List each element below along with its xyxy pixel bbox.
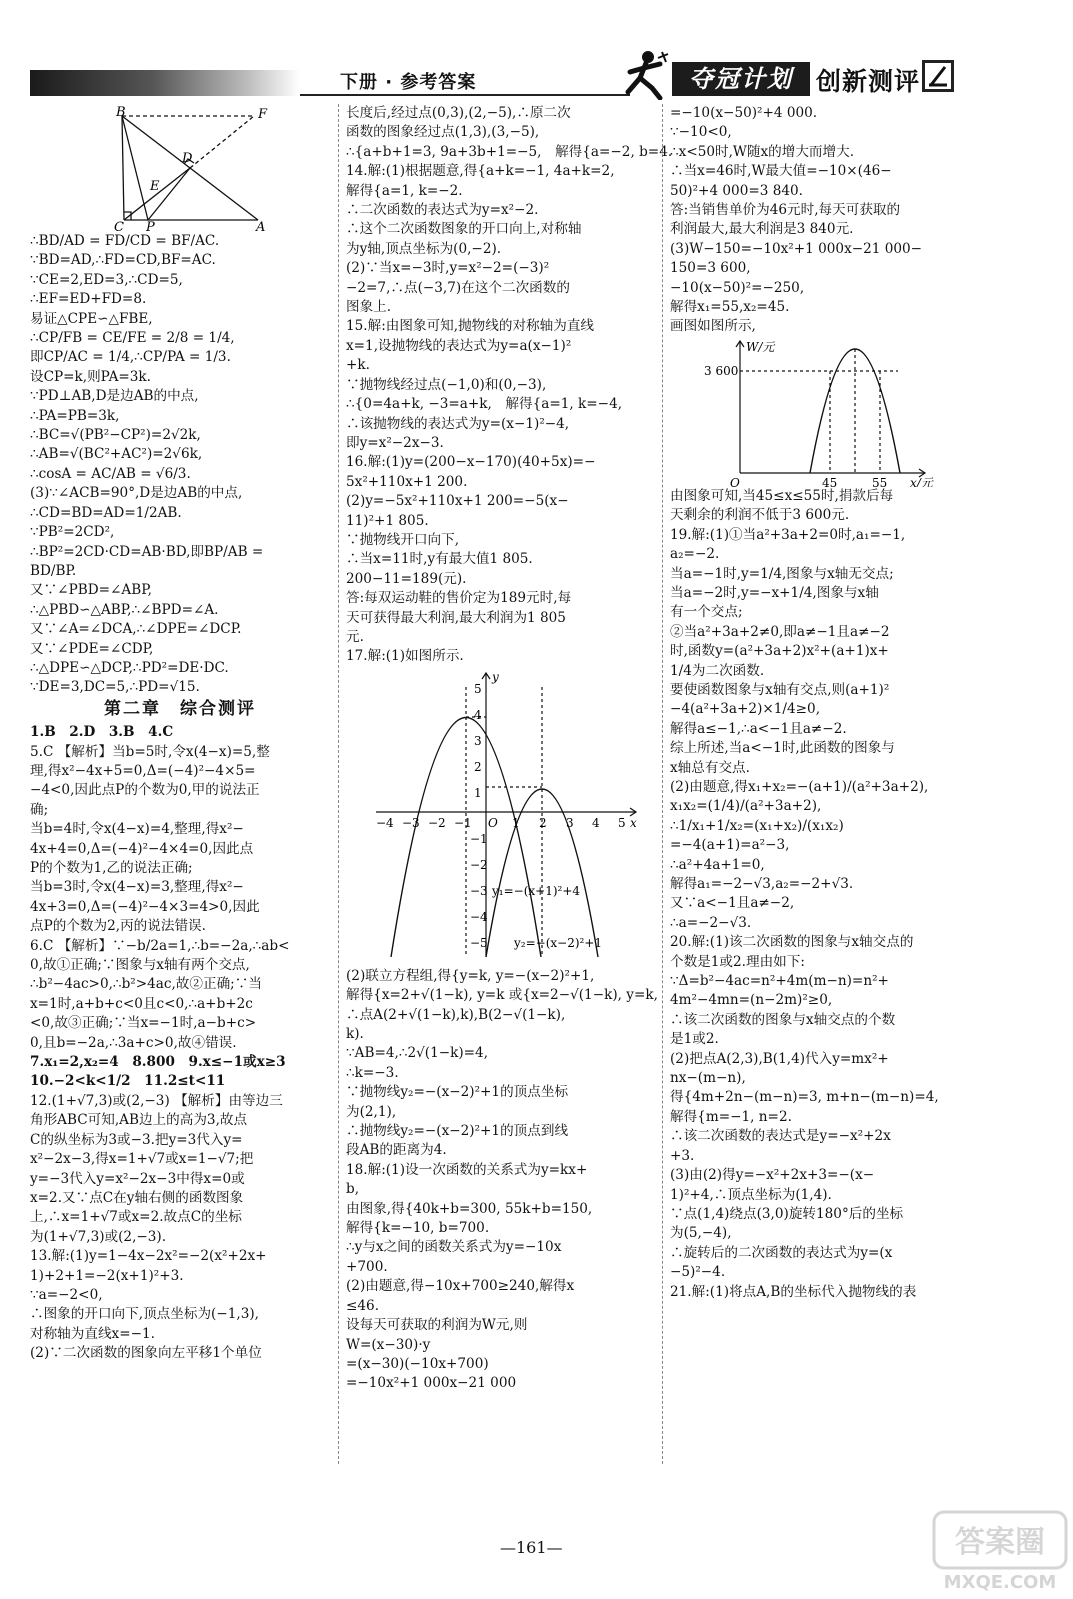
solution-line: ∴AB=√(BC²+AC²)=2√6k, [30, 446, 203, 463]
answer-line: 12.(1+√7,3)或(2,−3) 【解析】由等边三 [30, 1092, 283, 1109]
y-tick: −1 [470, 831, 488, 846]
column-divider-1 [338, 104, 339, 1464]
solution-line: 时,函数y=(a²+3a+2)x²+(a+1)x+ [670, 643, 889, 660]
solution-line: 5x²+110x+1 200. [346, 473, 468, 490]
answer-line: 1.B 2.D 3.B 4.C [30, 724, 174, 741]
y-tick-3600: 3 600 [704, 363, 739, 378]
solution-line: ∵CE=2,ED=3,∴CD=5, [30, 271, 183, 288]
solution-line: 11)²+1 805. [346, 512, 429, 529]
answer-line: y=−3代入y=x²−2x−3中得x=0或 [30, 1170, 245, 1187]
column-3 [670, 104, 1000, 1302]
origin-label: O [730, 475, 740, 487]
solution-line: ∴CP/FB = CE/FE = 2/8 = 1/4, [30, 330, 235, 347]
solution-line: x轴总有交点. [670, 759, 750, 776]
solution-line: 设每天可获取的利润为W元,则 [346, 1317, 528, 1334]
header-band [30, 70, 300, 96]
solution-line: 段AB的距离为4. [346, 1142, 447, 1159]
solution-line: ∴该二次函数的图象与x轴交点的个数 [670, 1011, 896, 1028]
label-E: E [150, 179, 160, 194]
solution-line: 当a=−2时,y=−x+1/4,图象与x轴 [670, 584, 879, 601]
solution-line: ∵抛物线y₂=−(x−2)²+1的顶点坐标 [346, 1084, 569, 1101]
answer-line: ∴b²−4ac>0,∴b²>4ac,故②正确;∵当 [30, 976, 262, 993]
solution-line: 天可获得最大利润,最大利润为1 805 [346, 609, 566, 626]
answer-line: 0,且b=−2a,∴3a+c>0,故④错误. [30, 1034, 237, 1051]
solution-line: 14.解:(1)根据题意,得{a+k=−1, 4a+k=2, [346, 163, 615, 180]
solution-line: ∵抛物线经过点(−1,0)和(0,−3), [346, 376, 547, 393]
solution-line: 答:当销售单价为46元时,每天可获取的 [670, 202, 901, 219]
solution-line: ∵抛物线开口向下, [346, 531, 460, 548]
answer-line: 4x+3=0,Δ=(−4)²−4×3=4>0,因此 [30, 898, 260, 915]
answer-line: ∵a=−2<0, [30, 1286, 103, 1303]
solution-line: 即CP/AC = 1/4,∴CP/PA = 1/3. [30, 349, 231, 366]
y-tick: 3 [474, 733, 482, 748]
y-tick: 2 [474, 759, 482, 774]
answer-line: 当b=4时,令x(4−x)=4,整理,得x²− [30, 821, 244, 838]
svg-text:MXQE.COM: MXQE.COM [943, 1572, 1057, 1593]
column-1 [30, 104, 330, 1364]
solution-line: ∵DE=3,DC=5,∴PD=√15. [30, 679, 200, 696]
solution-line: ∴{a+b+1=3, 9a+3b+1=−5, 解得{a=−2, b=4. [346, 143, 673, 160]
watermark-text: 答案圈 [955, 1525, 1045, 1560]
section-label: 下册 · 参考答案 [340, 72, 477, 93]
answer-line: 确; [30, 801, 49, 818]
curve-label-y1: y₁=−(x+1)²+4 [492, 883, 581, 898]
x-tick: 5 [618, 815, 626, 830]
solution-line: 1/4为二次函数. [670, 662, 765, 679]
solution-line: 又∵∠PDE=∠CDP, [30, 640, 154, 657]
solution-line: (3)由(2)得y=−x²+2x+3=−(x− [670, 1167, 875, 1184]
answer-line: 5.C 【解析】当b=5时,令x(4−x)=5,整 [30, 743, 270, 760]
solution-line: ②当a²+3a+2≠0,即a≠−1且a≠−2 [670, 623, 890, 640]
answer-line: P的个数为1,乙的说法正确; [30, 860, 193, 876]
y-tick: −5 [470, 935, 488, 950]
solution-line: ∴旋转后的二次函数的表达式为y=(x [670, 1244, 893, 1261]
solution-line: 1)²+4,∴顶点坐标为(1,4). [670, 1186, 832, 1203]
solution-line: x₁x₂=(1/4)/(a²+3a+2), [670, 798, 822, 815]
answer-line: 7.x₁=2,x₂=4 8.800 9.x≤−1或x≥3 [30, 1054, 286, 1071]
solution-line: ∴当x=11时,y有最大值1 805. [346, 551, 533, 568]
answer-line: C的纵坐标为3或−3.把y=3代入y= [30, 1131, 243, 1148]
solution-line: −5)²−4. [670, 1264, 726, 1281]
solution-line: x=1,设抛物线的表达式为y=a(x−1)² [346, 337, 572, 354]
answer-line: 上,∴x=1+√7或x=2.故点C的坐标 [30, 1209, 242, 1226]
solution-line: 50)²+4 000=3 840. [670, 182, 803, 199]
answer-line: 6.C 【解析】∵−b/2a=1,∴b=−2a,∴ab< [30, 937, 290, 954]
label-A: A [256, 220, 266, 232]
solution-line: ∴该二次函数的表达式是y=−x²+2x [670, 1128, 891, 1145]
solution-line: ≤46. [346, 1297, 380, 1314]
solution-line: 设CP=k,则PA=3k. [30, 368, 151, 385]
answer-line: 10.−2<k<1/2 11.2≤t<11 [30, 1073, 226, 1090]
answer-line: 为(1+√7,3)或(2,−3). [30, 1228, 167, 1245]
solution-line: 又∵∠PBD=∠ABP, [30, 582, 152, 599]
solution-line: 利润最大,最大利润是3 840元. [670, 221, 854, 238]
answer-line: 点P的个数为2,丙的说法错误. [30, 918, 206, 935]
label-C: C [114, 220, 124, 232]
answer-line: x=1时,a+b+c<0且c<0,∴a+b+2c [30, 995, 253, 1012]
label-B: B [116, 105, 126, 120]
solution-line: (2)由题意,得−10x+700≥240,解得x [346, 1278, 575, 1295]
solution-line: 由图象,得{40k+b=300, 55k+b=150, [346, 1200, 593, 1217]
solution-line: W=(x−30)·y [346, 1336, 431, 1353]
y-tick: 5 [474, 681, 482, 696]
solution-line: 解得a≤−1,∴a<−1且a≠−2. [670, 720, 847, 737]
solution-line: a₂=−2. [670, 546, 720, 563]
solution-line: 18.解:(1)设一次函数的关系式为y=kx+ [346, 1161, 588, 1178]
solution-line: 4m²−4mn=(n−2m)²≥0, [670, 992, 833, 1009]
answer-line: x=2.又∵点C在y轴右侧的函数图象 [30, 1189, 244, 1206]
solution-line: 150=3 600, [670, 260, 751, 277]
solution-line: 要使函数图象与x轴有交点,则(a+1)² [670, 681, 890, 698]
solution-line: =−4(a+1)=a²−3, [670, 837, 790, 854]
column-2 [346, 104, 673, 1394]
solution-line: ∴△PBD∽△ABP,∴∠BPD=∠A. [30, 601, 219, 618]
origin-label: O [488, 815, 498, 830]
x-tick: 1 [512, 815, 520, 830]
answer-line: (2)∵二次函数的图象向左平移1个单位 [30, 1345, 262, 1362]
x-tick: 3 [566, 815, 574, 830]
solution-line: 为(5,−4), [670, 1225, 732, 1242]
solution-line: 17.解:(1)如图所示. [346, 648, 464, 665]
solution-line: (2)把点A(2,3),B(1,4)代入y=mx²+ [670, 1050, 889, 1067]
solution-line: ∴EF=ED+FD=8. [30, 291, 147, 308]
x-tick: −1 [454, 815, 472, 830]
solution-line: ∴抛物线y₂=−(x−2)²+1的顶点到线 [346, 1123, 569, 1140]
column-divider-2 [662, 104, 663, 1464]
x-tick-55: 55 [872, 475, 888, 487]
solution-line: 得{4m+2n−(m−n)=3, m+n−(m−n)=4, [670, 1089, 939, 1106]
solution-line: 答:每双运动鞋的售价定为189元时,每 [346, 590, 572, 607]
page-number: —161— [500, 1538, 563, 1557]
solution-line: ∴cosA = AC/AB = √6/3. [30, 465, 191, 482]
answer-line: −4<0,因此点P的个数为0,甲的说法正 [30, 782, 260, 799]
label-P: P [146, 220, 155, 232]
y-axis-label: y [492, 669, 499, 684]
solution-line: ∴BP²=2CD·CD=AB·BD,即BP/AB = [30, 543, 264, 560]
profit-graph [670, 337, 970, 487]
solution-line: ∴x<50时,W随x的增大而增大. [670, 143, 855, 160]
solution-line: (3)∵∠ACB=90°,D是边AB的中点, [30, 485, 243, 502]
solution-line: 19.解:(1)①当a²+3a+2=0时,a₁=−1, [670, 526, 906, 543]
solution-line: nx−(m−n), [670, 1070, 746, 1087]
parabola-graph [346, 667, 646, 967]
solution-line: (2)联立方程组,得{y=k, y=−(x−2)²+1, [346, 967, 595, 984]
solution-line: 解得{k=−10, b=700. [346, 1220, 490, 1237]
solution-line: 解得a₁=−2−√3,a₂=−2+√3. [670, 876, 854, 892]
solution-line: 个数是1或2.理由如下: [670, 953, 805, 970]
answer-line: 1)+2+1=−2(x+1)²+3. [30, 1267, 184, 1284]
solution-line: (2)由题意,得x₁+x₂=−(a+1)/(a²+3a+2), [670, 778, 929, 795]
solution-line: 当a=−1时,y=1/4,图象与x轴无交点; [670, 565, 894, 582]
solution-line: 解得{a=1, k=−2. [346, 182, 463, 199]
w-axis-label: W/元 [746, 339, 775, 354]
solution-line: ∵AB=4,∴2√(1−k)=4, [346, 1045, 489, 1062]
label-D: D [182, 151, 193, 166]
solution-line: 由图象可知,当45≤x≤55时,捐款后每 [670, 487, 894, 504]
x-tick: −3 [402, 815, 420, 830]
solution-line: ∴a²+4a+1=0, [670, 856, 765, 873]
chapter-title: 第二章 综合测评 [104, 698, 256, 719]
solution-line: =−10(x−50)²+4 000. [670, 105, 818, 121]
solution-line: ∴k=−3. [346, 1064, 399, 1081]
answer-line: 0,故①正确;∵图象与x轴有两个交点, [30, 957, 250, 974]
answer-line: 当b=3时,令x(4−x)=3,整理,得x²− [30, 879, 244, 896]
solution-line: 画图如图所示, [670, 318, 756, 335]
solution-line: (2)∵当x=−3时,y=x²−2=(−3)² [346, 260, 550, 277]
brand-slogan: 创新测评 [816, 67, 921, 96]
solution-line: ∴{0=4a+k, −3=a+k, 解得{a=1, k=−4, [346, 396, 623, 413]
solution-line: ∴这个二次函数图象的开口向上,对称轴 [346, 221, 582, 238]
answer-line: 4x+4=0,Δ=(−4)²−4×4=0,因此点 [30, 840, 254, 857]
solution-line: 是1或2. [670, 1031, 719, 1048]
x-tick: −4 [376, 815, 394, 830]
solution-line: 又∵∠A=∠DCA,∴∠DPE=∠DCP. [30, 621, 242, 638]
solution-line: 函数的图象经过点(1,3),(3,−5), [346, 124, 540, 141]
solution-line: ∴该抛物线的表达式为y=(x−1)²−4, [346, 415, 570, 432]
solution-line: 15.解:由图象可知,抛物线的对称轴为直线 [346, 318, 595, 335]
y-tick: −2 [470, 857, 488, 872]
x-tick: 2 [539, 815, 547, 830]
solution-line: 20.解:(1)该二次函数的图象与x轴交点的 [670, 934, 914, 951]
solution-line: 即y=x²−2x−3. [346, 434, 444, 451]
solution-line: 元. [346, 628, 364, 645]
triangle-figure [30, 104, 310, 232]
solution-line: ∴BD/AD = FD/CD = BF/AC. [30, 233, 220, 249]
x-tick: −2 [428, 815, 446, 830]
solution-line: ∵Δ=b²−4ac=n²+4m(m−n)=n²+ [670, 973, 889, 990]
solution-line: ∵BD=AD,∴FD=CD,BF=AC. [30, 252, 216, 269]
solution-line: b, [346, 1181, 360, 1198]
solution-line: =(x−30)(−10x+700) [346, 1355, 489, 1372]
watermark-logo [930, 1508, 1070, 1596]
y-tick: 1 [474, 785, 482, 800]
solution-line: 解得{x=2+√(1−k), y=k 或{x=2−√(1−k), y=k, [346, 987, 658, 1004]
y-tick: 4 [474, 707, 482, 722]
answer-line: x²−2x−3,得x=1+√7或x=1−√7;把 [30, 1151, 254, 1168]
solution-line: ∴△DPE∽△DCP,∴PD²=DE·DC. [30, 659, 229, 676]
solution-line: ∵PD⊥AB,D是边AB的中点, [30, 388, 199, 405]
solution-line: −2=7,∴点(−3,7)在这个二次函数的 [346, 279, 570, 296]
solution-line: ∴y与x之间的函数关系式为y=−10x [346, 1239, 562, 1256]
page-header [0, 0, 1073, 100]
header-rule [300, 94, 630, 96]
solution-line: ∴PA=PB=3k, [30, 407, 120, 424]
y-tick: −3 [470, 883, 488, 898]
x-axis-label: x [630, 815, 637, 830]
solution-line: 又∵a<−1且a≠−2, [670, 895, 795, 912]
solution-line: ∵点(1,4)绕点(3,0)旋转180°后的坐标 [670, 1205, 904, 1222]
solution-line: 天剩余的利润不低于3 600元. [670, 507, 850, 524]
solution-line: 200−11=189(元). [346, 570, 467, 587]
solution-line: 图象上. [346, 299, 392, 316]
solution-line: ∴点A(2+√(1−k),k),B(2−√(1−k), [346, 1006, 566, 1023]
answer-line: 对称轴为直线x=−1. [30, 1325, 155, 1342]
solution-line: ∴当x=46时,W最大值=−10×(46− [670, 163, 892, 180]
solution-line: k). [346, 1026, 364, 1042]
solution-line: 综上所述,当a<−1时,此函数的图象与 [670, 740, 895, 757]
answer-line: ∴图象的开口向下,顶点坐标为(−1,3), [30, 1306, 259, 1323]
solution-line: 16.解:(1)y=(200−x−170)(40+5x)=− [346, 454, 596, 471]
solution-line: 易证△CPE∽△FBE, [30, 310, 153, 327]
solution-line: ∴二次函数的表达式为y=x²−2. [346, 202, 539, 219]
solution-line: +k. [346, 357, 370, 374]
answer-line: 理,得x²−4x+5=0,Δ=(−4)²−4×5= [30, 762, 256, 779]
answer-line: 13.解:(1)y=1−4x−2x²=−2(x²+2x+ [30, 1248, 267, 1265]
solution-line: ∴1/x₁+1/x₂=(x₁+x₂)/(x₁x₂) [670, 817, 844, 834]
solution-line: 解得{m=−1, n=2. [670, 1108, 792, 1125]
answer-line: 角形ABC可知,AB边上的高为3,故点 [30, 1112, 248, 1129]
check-badge-icon [922, 60, 954, 92]
label-F: F [258, 107, 268, 122]
answer-line: <0,故③正确;∵当x=−1时,a−b+c> [30, 1015, 257, 1032]
solution-line: ∵−10<0, [670, 124, 732, 141]
y-tick: −4 [470, 909, 488, 924]
solution-line: 长度后,经过点(0,3),(2,−5),∴原二次 [346, 105, 571, 121]
solution-line: 21.解:(1)将点A,B的坐标代入抛物线的表 [670, 1283, 917, 1300]
solution-line: (3)W−150=−10x²+1 000x−21 000− [670, 240, 923, 257]
solution-line: =−10x²+1 000x−21 000 [346, 1375, 517, 1392]
running-figure-icon [618, 48, 672, 100]
solution-line: +700. [346, 1258, 388, 1275]
solution-line: +3. [670, 1147, 695, 1164]
x-axis-label: x/元 [910, 475, 933, 487]
x-tick: 4 [592, 815, 600, 830]
solution-line: −10(x−50)²=−250, [670, 279, 805, 296]
x-tick-45: 45 [822, 475, 838, 487]
brand-name: 夺冠计划 [672, 62, 810, 96]
solution-line: ∴a=−2−√3. [670, 914, 752, 931]
solution-line: −4(a²+3a+2)×1/4≥0, [670, 701, 821, 718]
solution-line: ∴CD=BD=AD=1/2AB. [30, 504, 182, 521]
solution-line: ∴BC=√(PB²−CP²)=2√2k, [30, 427, 201, 444]
curve-label-y2: y₂=−(x−2)²+1 [514, 935, 603, 950]
solution-line: (2)y=−5x²+110x+1 200=−5(x− [346, 493, 569, 510]
solution-line: 解得x₁=55,x₂=45. [670, 299, 790, 316]
solution-line: ∵PB²=2CD², [30, 524, 115, 541]
solution-line: 有一个交点; [670, 604, 743, 621]
solution-line: 为y轴,顶点坐标为(0,−2). [346, 240, 502, 257]
solution-line: BD/BP. [30, 562, 77, 579]
solution-line: 为(2,1), [346, 1103, 397, 1120]
